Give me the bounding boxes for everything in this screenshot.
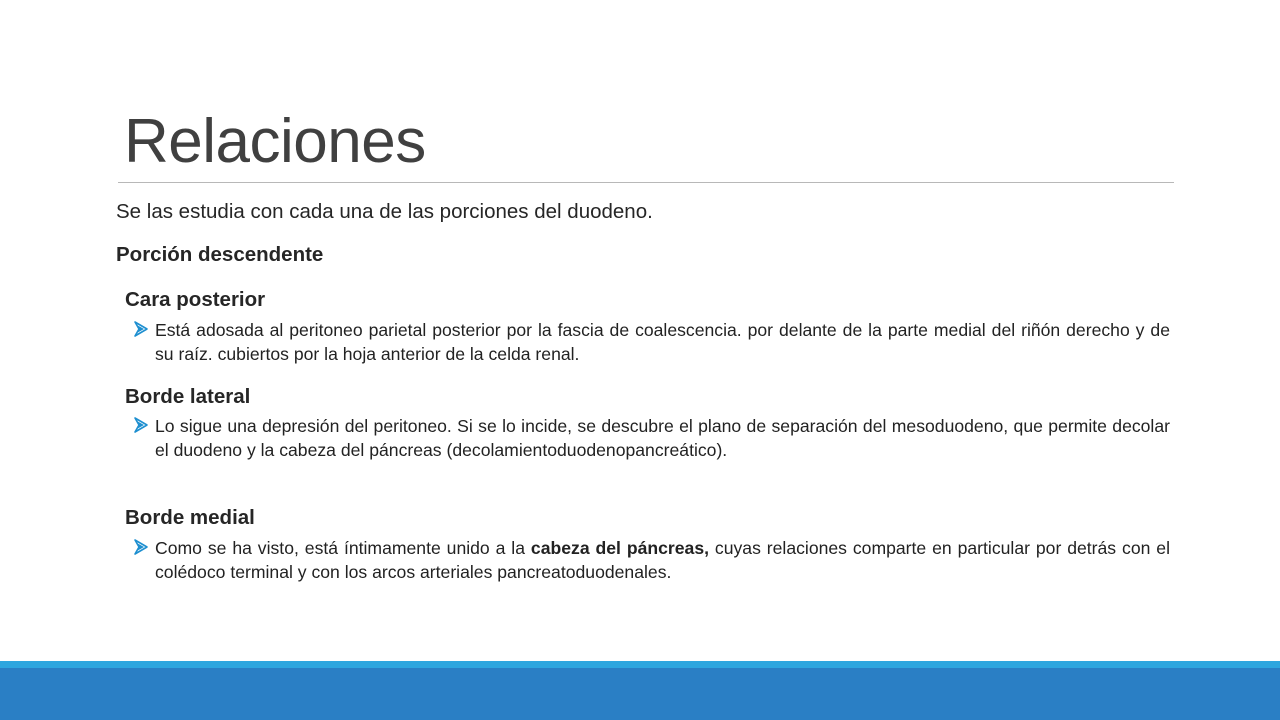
bullet-text (155, 536, 1170, 584)
bullet-text-part2: cuyas relaciones comparte en particular por detrás con el colédoco terminal y con los arcos arteriales pancreatoduodenales. (155, 538, 1170, 582)
bullet-text-bold: cabeza del páncreas, (530, 538, 709, 558)
subsection-heading-cara-posterior: Cara posterior (125, 288, 266, 311)
arrow-bullet-icon (133, 537, 155, 557)
subsection-heading-borde-medial: Borde medial (125, 506, 255, 529)
bullet-text: Lo sigue una depresión del peritoneo. Si se lo incide, se descubre el plano de separación del mesoduodeno, que permite decolar el duodeno y la cabeza del páncreas (decolamientoduodenopancreático). (155, 416, 1170, 460)
subsection-heading-borde-lateral: Borde lateral (125, 385, 251, 408)
bullet-text-part1: Como se ha visto, está íntimamente unido a la (155, 538, 531, 558)
bullet-text: Está adosada al peritoneo parietal posterior por la fascia de coalescencia. por delante de la parte medial del riñón derecho y de su raíz. cubiertos por la hoja anterior de la celda renal. (155, 320, 1170, 364)
list-item (133, 536, 1170, 584)
list-item (133, 318, 1170, 366)
section-heading: Porción descendente (116, 243, 324, 266)
footer-accent-stripe (0, 661, 1280, 668)
slide-title: Relaciones (124, 107, 426, 176)
arrow-bullet-icon (133, 319, 155, 339)
intro-text: Se las estudia con cada una de las porciones del duodeno. (116, 200, 653, 223)
list-item (133, 414, 1170, 462)
arrow-bullet-icon (133, 415, 155, 435)
footer-band (0, 668, 1280, 720)
